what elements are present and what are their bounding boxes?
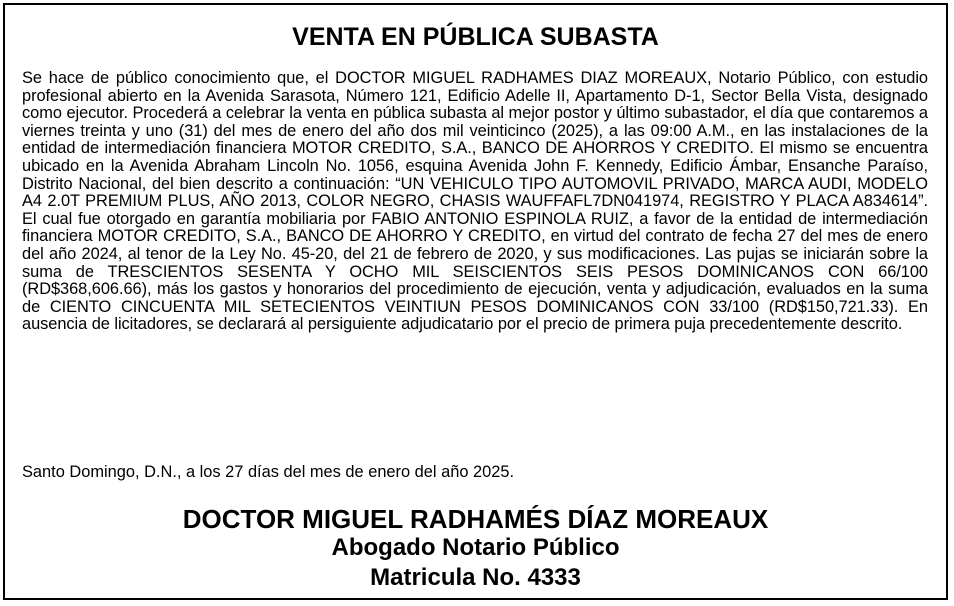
- notice-body: Se hace de público conocimiento que, el DOCTOR MIGUEL RADHAMES DIAZ MOREAUX, Notario Público, con estudio profesional abierto en la Avenida Sarasota, Número 121, Edificio Adelle II, Apartamento D-1, Sector Bella Vista, designado como ejecutor. Procederá a celebrar la venta en pública subasta al mejor postor y último subastador, el día que contaremos a viernes treinta y uno (31) del mes de enero del año dos mil veinticinco (2025), a las 09:00 A.M., en las instalaciones de la entidad de intermediación financiera MOTOR CREDITO, S.A., BANCO DE AHORROS Y CREDITO. El mismo se encuentra ubicado en la Avenida Abraham Lincoln No. 1056, esquina Avenida John F. Kennedy, Edificio Ámbar, Ensanche Paraíso, Distrito Nacional, del bien descrito a continuación: “UN VEHICULO TIPO AUTOMOVIL PRIVADO, MARCA AUDI, MODELO A4 2.0T PREMIUM PLUS, AÑO 2013, COLOR NEGRO, CHASIS WAUFFAFL7DN041974, REGISTRO Y PLACA A834614”. El cual fue otorgado en garantía mobiliaria por FABIO ANTONIO ESPINOLA RUIZ, a favor de la entidad de intermediación financiera MOTOR CREDITO, S.A., BANCO DE AHORRO Y CREDITO, en virtud del contrato de fecha 27 del mes de enero del año 2024, al tenor de la Ley No. 45-20, del 21 de febrero de 2020, y sus modificaciones. Las pujas se iniciarán sobre la suma de TRESCIENTOS SESENTA Y OCHO MIL SEISCIENTOS SEIS PESOS DOMINICANOS CON 66/100 (RD$368,606.66), más los gastos y honorarios del procedimiento de ejecución, venta y adjudicación, evaluados en la suma de CIENTO CINCUENTA MIL SETECIENTOS VEINTIUN PESOS DOMINICANOS CON 33/100 (RD$150,721.33). En ausencia de licitadores, se declarará al persiguiente adjudicatario por el precio de primera puja precedentemente descrito.: [22, 69, 928, 334]
- signatory-registration: Matricula No. 4333: [370, 564, 581, 591]
- signatory-title: Abogado Notario Público: [331, 534, 620, 561]
- signatory-name: DOCTOR MIGUEL RADHAMÉS DÍAZ MOREAUX: [182, 504, 769, 534]
- notice-title: VENTA EN PÚBLICA SUBASTA: [292, 23, 659, 51]
- legal-notice-frame: [3, 3, 948, 600]
- notice-date-line: Santo Domingo, D.N., a los 27 días del mes de enero del año 2025.: [22, 463, 515, 481]
